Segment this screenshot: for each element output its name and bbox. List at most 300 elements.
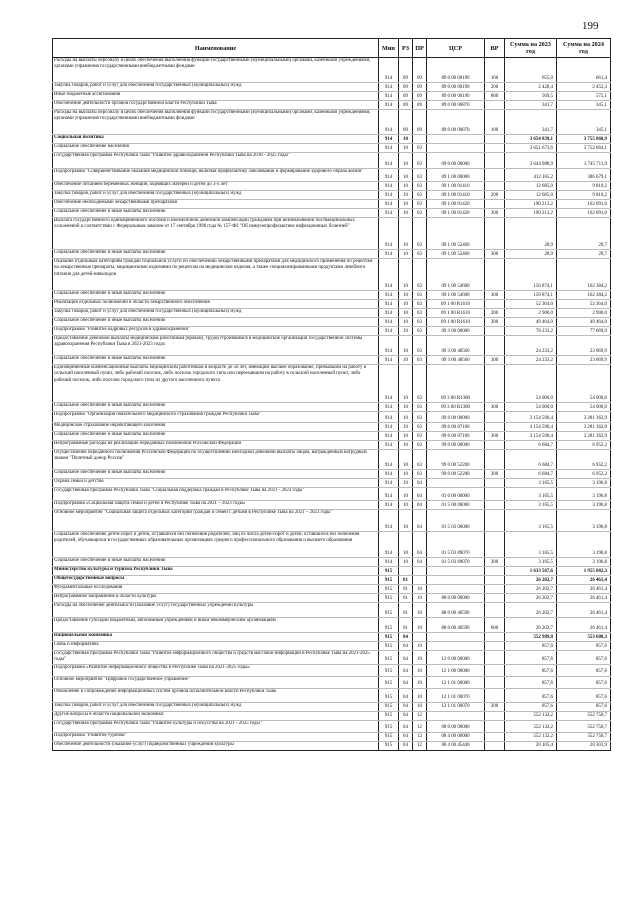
cell-csr: 01 5 03 89070: [427, 558, 485, 567]
cell-min: 914: [379, 83, 399, 92]
cell-pr: 12: [413, 711, 427, 720]
cell-sum-2024: 3 281 362,9: [557, 412, 611, 423]
cell-sum-2023: 3 165,5: [505, 479, 557, 488]
cell-sum-2023: 6 684,7: [505, 450, 557, 470]
cell-vr: 200: [485, 702, 505, 711]
cell-rz: 10: [399, 309, 413, 318]
table-row: [53, 169, 611, 182]
cell-min: 914: [379, 291, 399, 300]
cell-csr: 09 1 00 R1610: [427, 300, 485, 309]
table-row: [53, 618, 611, 633]
cell-vr: [485, 336, 505, 356]
cell-vr: [485, 200, 505, 209]
cell-sum-2024: 23 669,9: [557, 336, 611, 356]
cell-sum-2024: 857,6: [557, 642, 611, 651]
table-row: [53, 153, 611, 169]
cell-csr: 09 1 00 R1610: [427, 309, 485, 318]
cell-min: 914: [379, 479, 399, 488]
cell-name: Государственная программа Республики Тыва "Развитие информационного общества и средств массовой информации в Республике Тыва на 2021-2025 годы": [53, 651, 379, 665]
cell-pr: 03: [413, 200, 427, 209]
cell-sum-2023: 26 202,7: [505, 594, 557, 603]
cell-sum-2024: 162 091,0: [557, 200, 611, 209]
cell-sum-2023: 857,6: [505, 702, 557, 711]
cell-min: 915: [379, 618, 399, 633]
cell-rz: 10: [399, 532, 413, 558]
cell-sum-2023: 2 900,0: [505, 309, 557, 318]
table-row: [53, 567, 611, 576]
cell-rz: 10: [399, 336, 413, 356]
cell-min: 914: [379, 135, 399, 144]
cell-vr: [485, 182, 505, 191]
cell-name: Социальное обеспечение населения: [53, 144, 379, 153]
cell-min: 914: [379, 218, 399, 250]
cell-name: Национальная экономика: [53, 633, 379, 642]
cell-name: Медицинское страхование неработающего населения: [53, 423, 379, 432]
cell-rz: 04: [399, 732, 413, 741]
cell-sum-2024: 162 384,2: [557, 259, 611, 291]
cell-vr: [485, 144, 505, 153]
cell-rz: 10: [399, 200, 413, 209]
cell-min: 914: [379, 403, 399, 412]
cell-pr: 03: [413, 470, 427, 479]
cell-vr: 300: [485, 318, 505, 327]
cell-pr: 04: [413, 479, 427, 488]
cell-csr: 01 5 00 00000: [427, 501, 485, 510]
cell-vr: [485, 441, 505, 450]
cell-rz: 10: [399, 153, 413, 169]
cell-min: 914: [379, 250, 399, 259]
cell-pr: 04: [413, 558, 427, 567]
cell-sum-2024: 3 755 860,9: [557, 135, 611, 144]
cell-name: Социальное обеспечение и иные выплаты населению: [53, 432, 379, 441]
cell-vr: 800: [485, 92, 505, 101]
cell-name: Основное мероприятие "Цифровое государственное управление": [53, 676, 379, 688]
cell-csr: [427, 135, 485, 144]
cell-sum-2023: 552 132,2: [505, 732, 557, 741]
cell-sum-2024: 386 679,1: [557, 169, 611, 182]
cell-pr: [413, 633, 427, 642]
cell-sum-2024: 49 464,0: [557, 318, 611, 327]
cell-sum-2024: 2 900,0: [557, 309, 611, 318]
cell-sum-2023: 52 364,0: [505, 300, 557, 309]
cell-pr: [413, 576, 427, 585]
cell-vr: 300: [485, 470, 505, 479]
cell-vr: [485, 603, 505, 618]
table-row: [53, 558, 611, 567]
cell-name: Реализация отдельных полномочий в области лекарственного обеспечения: [53, 300, 379, 309]
cell-name: Социальное обеспечение и иные выплаты населению: [53, 403, 379, 412]
cell-vr: [485, 488, 505, 501]
cell-sum-2023: 26 202,7: [505, 576, 557, 585]
cell-min: 914: [379, 510, 399, 532]
cell-pr: 03: [413, 412, 427, 423]
table-row: [53, 479, 611, 488]
table-row: [53, 432, 611, 441]
cell-rz: 10: [399, 144, 413, 153]
cell-vr: [485, 135, 505, 144]
cell-pr: 03: [413, 441, 427, 450]
cell-sum-2023: 2 428,4: [505, 83, 557, 92]
table-row: [53, 423, 611, 432]
cell-min: 914: [379, 501, 399, 510]
cell-sum-2023: 190 213,2: [505, 200, 557, 209]
cell-name: Подпрограмма "Развитие кадровых ресурсов в здравоохранении": [53, 327, 379, 336]
cell-sum-2024: 6 952,2: [557, 441, 611, 450]
cell-sum-2024: 857,6: [557, 702, 611, 711]
cell-pr: 10: [413, 702, 427, 711]
cell-rz: 09: [399, 92, 413, 101]
cell-vr: 300: [485, 558, 505, 567]
cell-pr: 04: [413, 501, 427, 510]
cell-min: 914: [379, 309, 399, 318]
table-row: [53, 336, 611, 356]
table-row: [53, 676, 611, 688]
cell-name: Государственная программа Республики Тыва "Развитие здравоохранения Республики Тыва на 2018 - 2025 годы": [53, 153, 379, 169]
cell-pr: 04: [413, 532, 427, 558]
cell-min: 914: [379, 318, 399, 327]
cell-csr: 99 0 00 52200: [427, 470, 485, 479]
table-row: [53, 318, 611, 327]
cell-sum-2024: 2 452,3: [557, 83, 611, 92]
cell-name: Подпрограмма «Развитие информационного общества в Республике Тыва на 2021-2025 годы»: [53, 664, 379, 676]
cell-sum-2024: 1 955 082,3: [557, 567, 611, 576]
cell-pr: 03: [413, 218, 427, 250]
cell-sum-2024: 6 952,2: [557, 470, 611, 479]
cell-sum-2023: 341,7: [505, 101, 557, 110]
cell-pr: 03: [413, 318, 427, 327]
table-row: [53, 182, 611, 191]
cell-csr: 09 1 00 52400: [427, 250, 485, 259]
cell-csr: 01 0 00 00000: [427, 488, 485, 501]
cell-csr: 09 6 00 87100: [427, 423, 485, 432]
cell-name: Обеспечение необходимыми лекарственными препаратами: [53, 200, 379, 209]
cell-pr: 09: [413, 58, 427, 83]
cell-rz: 04: [399, 711, 413, 720]
cell-vr: 100: [485, 58, 505, 83]
table-row: [53, 642, 611, 651]
cell-sum-2024: 3 745 711,9: [557, 153, 611, 169]
cell-min: 914: [379, 532, 399, 558]
table-row: [53, 702, 611, 711]
cell-pr: 10: [413, 603, 427, 618]
cell-min: 915: [379, 664, 399, 676]
cell-sum-2023: 3 165,5: [505, 488, 557, 501]
cell-rz: 01: [399, 594, 413, 603]
table-row: [53, 259, 611, 291]
cell-vr: 200: [485, 83, 505, 92]
table-row: [53, 291, 611, 300]
header-csr: ЦСР: [427, 39, 485, 58]
cell-name: Непрограммные расходы на реализацию переданных полномочий Российской Федерации: [53, 441, 379, 450]
cell-sum-2023: 28,9: [505, 218, 557, 250]
cell-name: Расходы на обеспечение деятельности (оказание услуг) государственных учреждений культуры: [53, 603, 379, 618]
cell-min: 914: [379, 144, 399, 153]
cell-csr: 09 1 00 00000: [427, 169, 485, 182]
cell-rz: 10: [399, 356, 413, 365]
cell-pr: 10: [413, 642, 427, 651]
cell-sum-2023: 3 165,5: [505, 558, 557, 567]
cell-rz: 04: [399, 633, 413, 642]
cell-pr: 09: [413, 101, 427, 110]
cell-sum-2023: 190 213,2: [505, 209, 557, 218]
cell-csr: 09 6 00 87100: [427, 432, 485, 441]
cell-pr: 03: [413, 191, 427, 200]
cell-sum-2024: 3 196,8: [557, 479, 611, 488]
cell-rz: 10: [399, 412, 413, 423]
cell-name: Подпрограмма «Социальная защита семьи и детей в Республике Тыва на 2021 – 2023 годы»: [53, 501, 379, 510]
cell-rz: 10: [399, 470, 413, 479]
cell-vr: 300: [485, 291, 505, 300]
cell-sum-2024: 553 608,3: [557, 633, 611, 642]
table-row: [53, 101, 611, 110]
cell-rz: 10: [399, 403, 413, 412]
cell-name: Социальное обеспечение и иные выплаты населению: [53, 209, 379, 218]
cell-rz: 10: [399, 250, 413, 259]
table-row: [53, 209, 611, 218]
cell-sum-2023: 6 684,7: [505, 470, 557, 479]
cell-csr: 89 0 00 00190: [427, 83, 485, 92]
cell-min: 914: [379, 101, 399, 110]
cell-sum-2024: 6 952,2: [557, 450, 611, 470]
table-row: [53, 250, 611, 259]
cell-name: Подпрограмма "Организация обязательного медицинского страхования граждан Республики Тыва": [53, 412, 379, 423]
cell-name: Социальное обеспечение и иные выплаты населению: [53, 558, 379, 567]
cell-csr: 88 0 00 00000: [427, 594, 485, 603]
cell-csr: 08 4 00 00000: [427, 732, 485, 741]
cell-rz: 10: [399, 291, 413, 300]
table-row: [53, 488, 611, 501]
cell-sum-2023: 6 684,7: [505, 441, 557, 450]
cell-rz: 04: [399, 651, 413, 665]
cell-csr: 01 5 03 00000: [427, 510, 485, 532]
cell-min: 914: [379, 336, 399, 356]
cell-rz: 10: [399, 218, 413, 250]
cell-sum-2024: 29,7: [557, 218, 611, 250]
cell-sum-2023: 26 202,7: [505, 603, 557, 618]
cell-vr: [485, 479, 505, 488]
cell-vr: 100: [485, 110, 505, 135]
cell-sum-2024: 26 461,4: [557, 585, 611, 594]
table-row: [53, 720, 611, 732]
cell-min: 914: [379, 153, 399, 169]
cell-name: Закупка товаров, работ и услуг для обеспечения государственных (муниципальных) нужд: [53, 702, 379, 711]
cell-sum-2024: 3 196,8: [557, 501, 611, 510]
table-row: [53, 92, 611, 101]
cell-sum-2023: 24 233,2: [505, 356, 557, 365]
cell-name: Фундаментальные исследования: [53, 585, 379, 594]
cell-rz: 10: [399, 365, 413, 403]
table-row: [53, 110, 611, 135]
cell-min: 915: [379, 585, 399, 594]
cell-name: Подпрограмма "Совершенствование оказания медицинской помощи, включая профилактику заболеваний и формирование здорового образа жизни": [53, 169, 379, 182]
cell-sum-2023: 552 132,2: [505, 720, 557, 732]
cell-vr: [485, 642, 505, 651]
header-pr: ПР: [413, 39, 427, 58]
table-row: [53, 144, 611, 153]
cell-vr: [485, 259, 505, 291]
cell-sum-2023: 54 000,0: [505, 365, 557, 403]
cell-sum-2023: 20 105,4: [505, 741, 557, 750]
cell-pr: 03: [413, 153, 427, 169]
cell-vr: [485, 676, 505, 688]
table-row: [53, 356, 611, 365]
cell-rz: 10: [399, 501, 413, 510]
cell-rz: 10: [399, 300, 413, 309]
cell-sum-2024: 54 000,0: [557, 403, 611, 412]
cell-rz: 04: [399, 688, 413, 702]
cell-name: Обеспечение деятельности органов государственной власти Республики Тыва: [53, 101, 379, 110]
cell-min: 914: [379, 558, 399, 567]
cell-name: Обеспечение питанием беременных женщин, кормящих матерей и детей до 3-х лет: [53, 182, 379, 191]
cell-vr: [485, 327, 505, 336]
cell-csr: 12 0 00 00000: [427, 651, 485, 665]
cell-rz: 04: [399, 642, 413, 651]
cell-min: 915: [379, 576, 399, 585]
cell-rz: 10: [399, 488, 413, 501]
header-min: Мин: [379, 39, 399, 58]
cell-sum-2024: 661,4: [557, 58, 611, 83]
cell-pr: 03: [413, 144, 427, 153]
table-row: [53, 633, 611, 642]
cell-pr: 03: [413, 403, 427, 412]
cell-csr: 09 6 00 00000: [427, 412, 485, 423]
cell-name: Социальное обеспечение и иные выплаты населению: [53, 250, 379, 259]
table-row: [53, 191, 611, 200]
cell-sum-2023: 3 154 590,4: [505, 423, 557, 432]
cell-sum-2023: 552 132,2: [505, 711, 557, 720]
cell-min: 914: [379, 432, 399, 441]
cell-rz: 10: [399, 259, 413, 291]
table-row: [53, 688, 611, 702]
cell-vr: [485, 633, 505, 642]
cell-min: 915: [379, 688, 399, 702]
cell-min: 915: [379, 651, 399, 665]
cell-min: 915: [379, 741, 399, 750]
cell-min: 915: [379, 594, 399, 603]
cell-rz: 10: [399, 169, 413, 182]
cell-pr: 04: [413, 510, 427, 532]
cell-vr: [485, 423, 505, 432]
cell-csr: 99 0 00 00000: [427, 441, 485, 450]
cell-vr: 300: [485, 356, 505, 365]
cell-pr: 04: [413, 488, 427, 501]
cell-vr: [485, 720, 505, 732]
cell-vr: [485, 594, 505, 603]
cell-min: 915: [379, 676, 399, 688]
table-row: [53, 135, 611, 144]
table-row: [53, 594, 611, 603]
cell-rz: 09: [399, 110, 413, 135]
cell-min: 914: [379, 182, 399, 191]
cell-rz: 10: [399, 327, 413, 336]
cell-pr: 03: [413, 432, 427, 441]
cell-sum-2024: 26 461,4: [557, 603, 611, 618]
cell-sum-2024: 3 752 664,1: [557, 144, 611, 153]
table-row: [53, 83, 611, 92]
cell-sum-2023: 3 154 590,4: [505, 432, 557, 441]
cell-sum-2024: 54 000,0: [557, 365, 611, 403]
cell-sum-2024: 3 281 362,9: [557, 423, 611, 432]
cell-sum-2024: 29,7: [557, 250, 611, 259]
cell-vr: [485, 651, 505, 665]
cell-name: Закупка товаров, работ и услуг для обеспечения государственных (муниципальных) нужд: [53, 83, 379, 92]
table-row: [53, 576, 611, 585]
cell-rz: 10: [399, 432, 413, 441]
cell-sum-2024: 345,1: [557, 110, 611, 135]
cell-csr: 08 0 00 00000: [427, 720, 485, 732]
table-row: [53, 58, 611, 83]
cell-pr: 10: [413, 585, 427, 594]
cell-sum-2023: 3 154 590,4: [505, 412, 557, 423]
cell-csr: 09 1 00 R1610: [427, 318, 485, 327]
cell-rz: 04: [399, 676, 413, 688]
cell-csr: 09 1 00 54600: [427, 259, 485, 291]
cell-sum-2023: 49 464,0: [505, 318, 557, 327]
cell-rz: 10: [399, 450, 413, 470]
cell-min: 915: [379, 732, 399, 741]
cell-rz: 04: [399, 702, 413, 711]
cell-sum-2024: 20 303,9: [557, 741, 611, 750]
cell-sum-2024: 77 669,9: [557, 327, 611, 336]
cell-name: Социальная политика: [53, 135, 379, 144]
cell-vr: 300: [485, 432, 505, 441]
cell-sum-2023: 857,6: [505, 688, 557, 702]
cell-min: 914: [379, 412, 399, 423]
cell-rz: 10: [399, 441, 413, 450]
cell-rz: 10: [399, 479, 413, 488]
table-row: [53, 532, 611, 558]
cell-pr: [413, 567, 427, 576]
cell-pr: 03: [413, 450, 427, 470]
cell-sum-2024: 26 461,4: [557, 576, 611, 585]
cell-pr: 03: [413, 356, 427, 365]
cell-pr: 10: [413, 676, 427, 688]
cell-sum-2023: 156 874,1: [505, 259, 557, 291]
cell-csr: [427, 479, 485, 488]
cell-name: Непрограммное направление в области культуры: [53, 594, 379, 603]
table-header-row: [53, 39, 611, 58]
cell-min: 914: [379, 110, 399, 135]
table-row: [53, 510, 611, 532]
cell-pr: 03: [413, 291, 427, 300]
cell-rz: 04: [399, 664, 413, 676]
cell-min: 914: [379, 191, 399, 200]
cell-name: Закупка товаров, работ и услуг для обеспечения государственных (муниципальных) нужд: [53, 191, 379, 200]
cell-sum-2023: 78 233,2: [505, 327, 557, 336]
cell-sum-2023: 12 685,0: [505, 191, 557, 200]
budget-table: [52, 38, 611, 751]
cell-csr: 09 1 00 01410: [427, 182, 485, 191]
cell-rz: 10: [399, 318, 413, 327]
cell-name: Общегосударственные вопросы: [53, 576, 379, 585]
header-sum-2023: Сумма на 2023 год: [505, 39, 557, 58]
cell-csr: 12 1 00 00000: [427, 664, 485, 676]
cell-sum-2023: 857,6: [505, 642, 557, 651]
cell-sum-2024: 3 196,8: [557, 532, 611, 558]
cell-csr: 09 0 00 00000: [427, 153, 485, 169]
cell-pr: 09: [413, 110, 427, 135]
cell-vr: [485, 450, 505, 470]
cell-sum-2024: 162 091,0: [557, 209, 611, 218]
cell-pr: 10: [413, 688, 427, 702]
cell-vr: [485, 732, 505, 741]
cell-sum-2024: 3 196,8: [557, 558, 611, 567]
cell-name: Оказание отдельным категориям граждан социальной услуги по обеспечению лекарственными препаратами для медицинского применения по рецептам на лекарственные препараты, медицинскими изделиями по рецептам на медицинские изделия, а также специализированными продуктами лечебного питания для детей-инвалидов: [53, 259, 379, 291]
cell-pr: 10: [413, 594, 427, 603]
cell-csr: [427, 567, 485, 576]
cell-rz: 01: [399, 585, 413, 594]
page-number: 199: [582, 20, 599, 32]
